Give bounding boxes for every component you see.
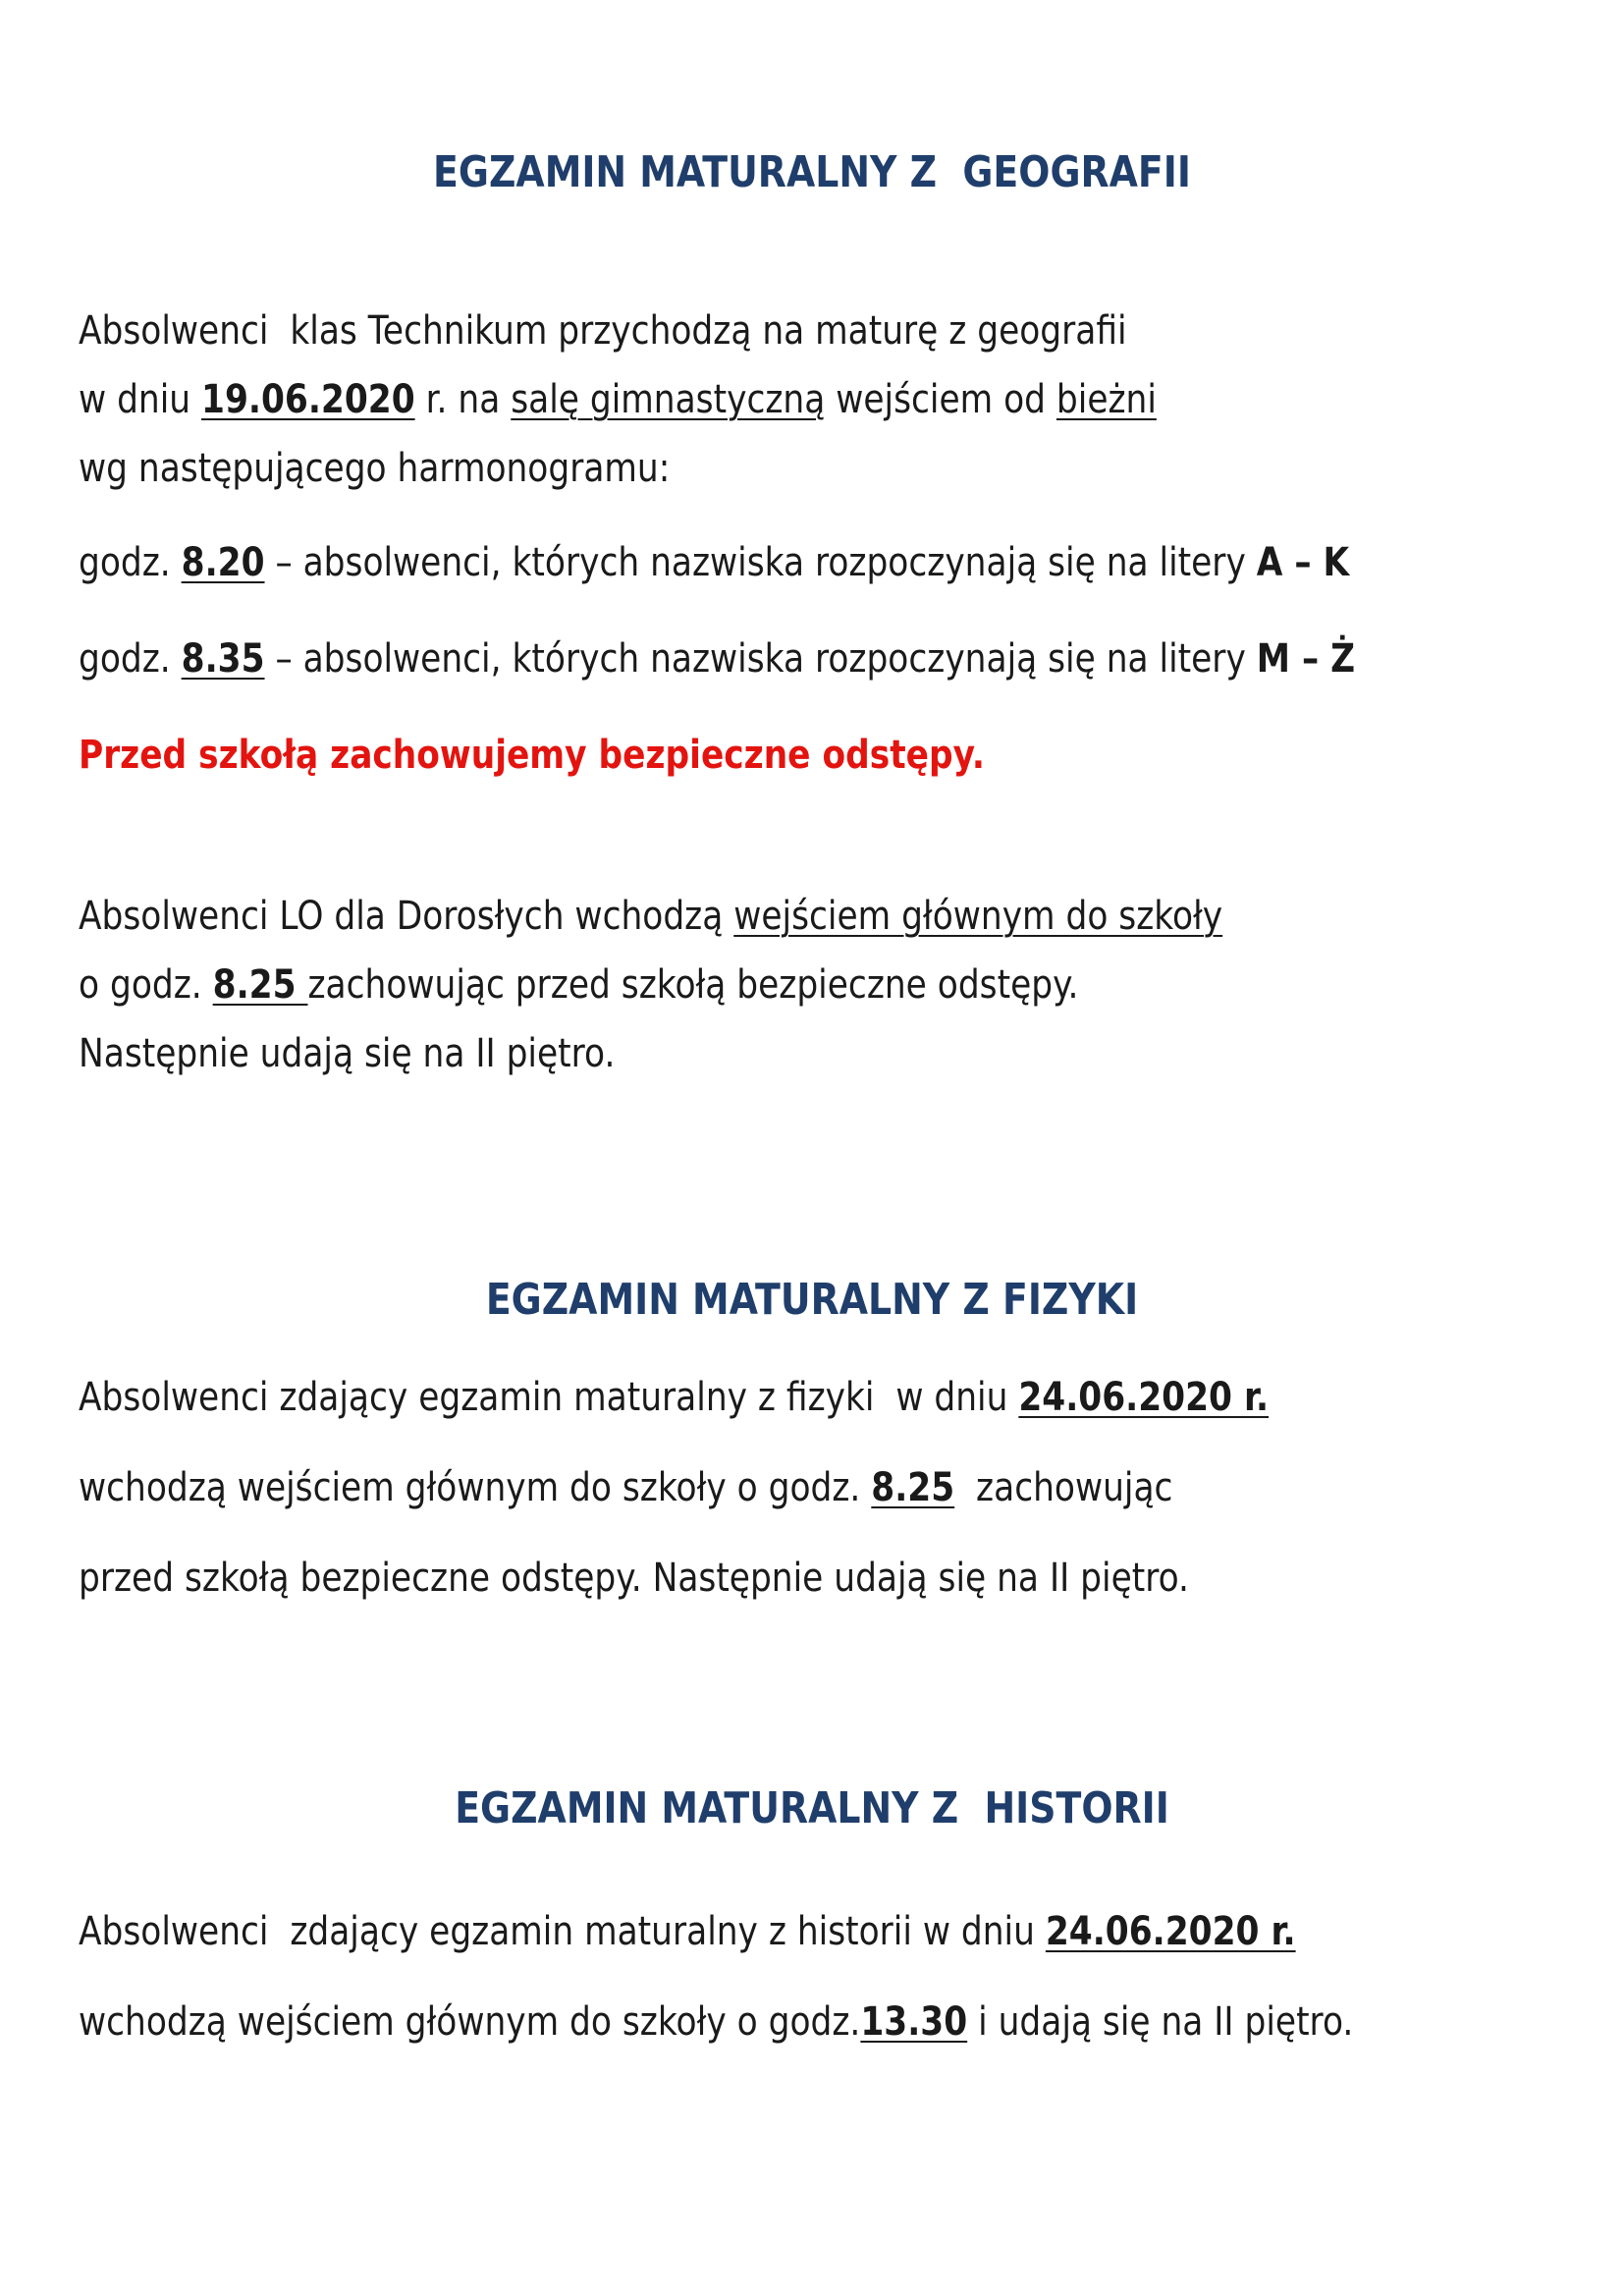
fizyka-line-1 xyxy=(79,1373,1269,1422)
text-segment: wchodzą wejściem głównym do szkoły o godz. xyxy=(79,1999,861,2045)
heading-historia: EGZAMIN MATURALNY Z HISTORII xyxy=(455,1783,1169,1833)
text-segment: wchodzą wejściem głównym do szkoły o godz. xyxy=(79,1465,872,1510)
slot-time: 8.35 xyxy=(181,636,265,682)
text-segment: zachowując przed szkołą bezpieczne odstępy. xyxy=(307,962,1079,1008)
geografia-paragraph-line-1: Absolwenci klas Technikum przychodzą na maturę z geografii xyxy=(79,308,1127,354)
text-segment: zachowując xyxy=(954,1465,1173,1510)
safety-warning: Przed szkołą zachowujemy bezpieczne odstępy. xyxy=(79,733,985,778)
geografia-paragraph-line-2 xyxy=(79,375,1157,424)
lo-paragraph-line-1 xyxy=(79,892,1222,941)
historia-line-2 xyxy=(79,1997,1353,2047)
exam-date: 24.06.2020 r. xyxy=(1018,1375,1270,1420)
historia-line-1 xyxy=(79,1907,1296,1956)
heading-fizyka: EGZAMIN MATURALNY Z FIZYKI xyxy=(485,1275,1139,1325)
geografia-paragraph-line-3: wg następującego harmonogramu: xyxy=(79,446,671,491)
text-segment: w dniu xyxy=(79,377,202,422)
entry-time: 8.25 xyxy=(871,1465,955,1510)
text-segment: godz. xyxy=(79,540,182,585)
text-segment: wejściem od xyxy=(825,377,1056,422)
exam-date: 19.06.2020 xyxy=(201,377,415,422)
exam-place: salę gimnastyczną xyxy=(511,377,826,422)
slot-letters: M – Ż xyxy=(1256,636,1356,682)
slot-letters: A – K xyxy=(1256,540,1350,585)
exam-date: 24.06.2020 r. xyxy=(1045,1909,1296,1954)
time-slot-2 xyxy=(79,634,1355,683)
text-segment: – absolwenci, których nazwiska rozpoczynają się na litery xyxy=(264,636,1257,682)
text-segment: o godz. xyxy=(79,962,213,1008)
text-segment: r. na xyxy=(414,377,512,422)
entry-time: 8.25 xyxy=(212,962,308,1008)
entry-point: wejściem głównym do szkoły xyxy=(733,894,1223,939)
text-segment: Absolwenci zdający egzamin maturalny z historii w dniu xyxy=(79,1909,1046,1954)
time-slot-1 xyxy=(79,538,1349,587)
entry-time: 13.30 xyxy=(860,1999,968,2045)
text-segment: Absolwenci LO dla Dorosłych wchodzą xyxy=(79,894,734,939)
slot-time: 8.20 xyxy=(181,540,265,585)
heading-geografia: EGZAMIN MATURALNY Z GEOGRAFII xyxy=(433,147,1191,197)
fizyka-line-2 xyxy=(79,1463,1172,1512)
text-segment: – absolwenci, których nazwiska rozpoczynają się na litery xyxy=(264,540,1257,585)
lo-paragraph-line-2 xyxy=(79,960,1078,1010)
text-segment: godz. xyxy=(79,636,182,682)
text-segment: Absolwenci zdający egzamin maturalny z fizyki w dniu xyxy=(79,1375,1019,1420)
fizyka-line-3: przed szkołą bezpieczne odstępy. Następnie udają się na II piętro. xyxy=(79,1556,1189,1601)
text-segment: i udają się na II piętro. xyxy=(967,1999,1354,2045)
lo-paragraph-line-3: Następnie udają się na II piętro. xyxy=(79,1031,616,1076)
entry-point: bieżni xyxy=(1056,377,1157,422)
